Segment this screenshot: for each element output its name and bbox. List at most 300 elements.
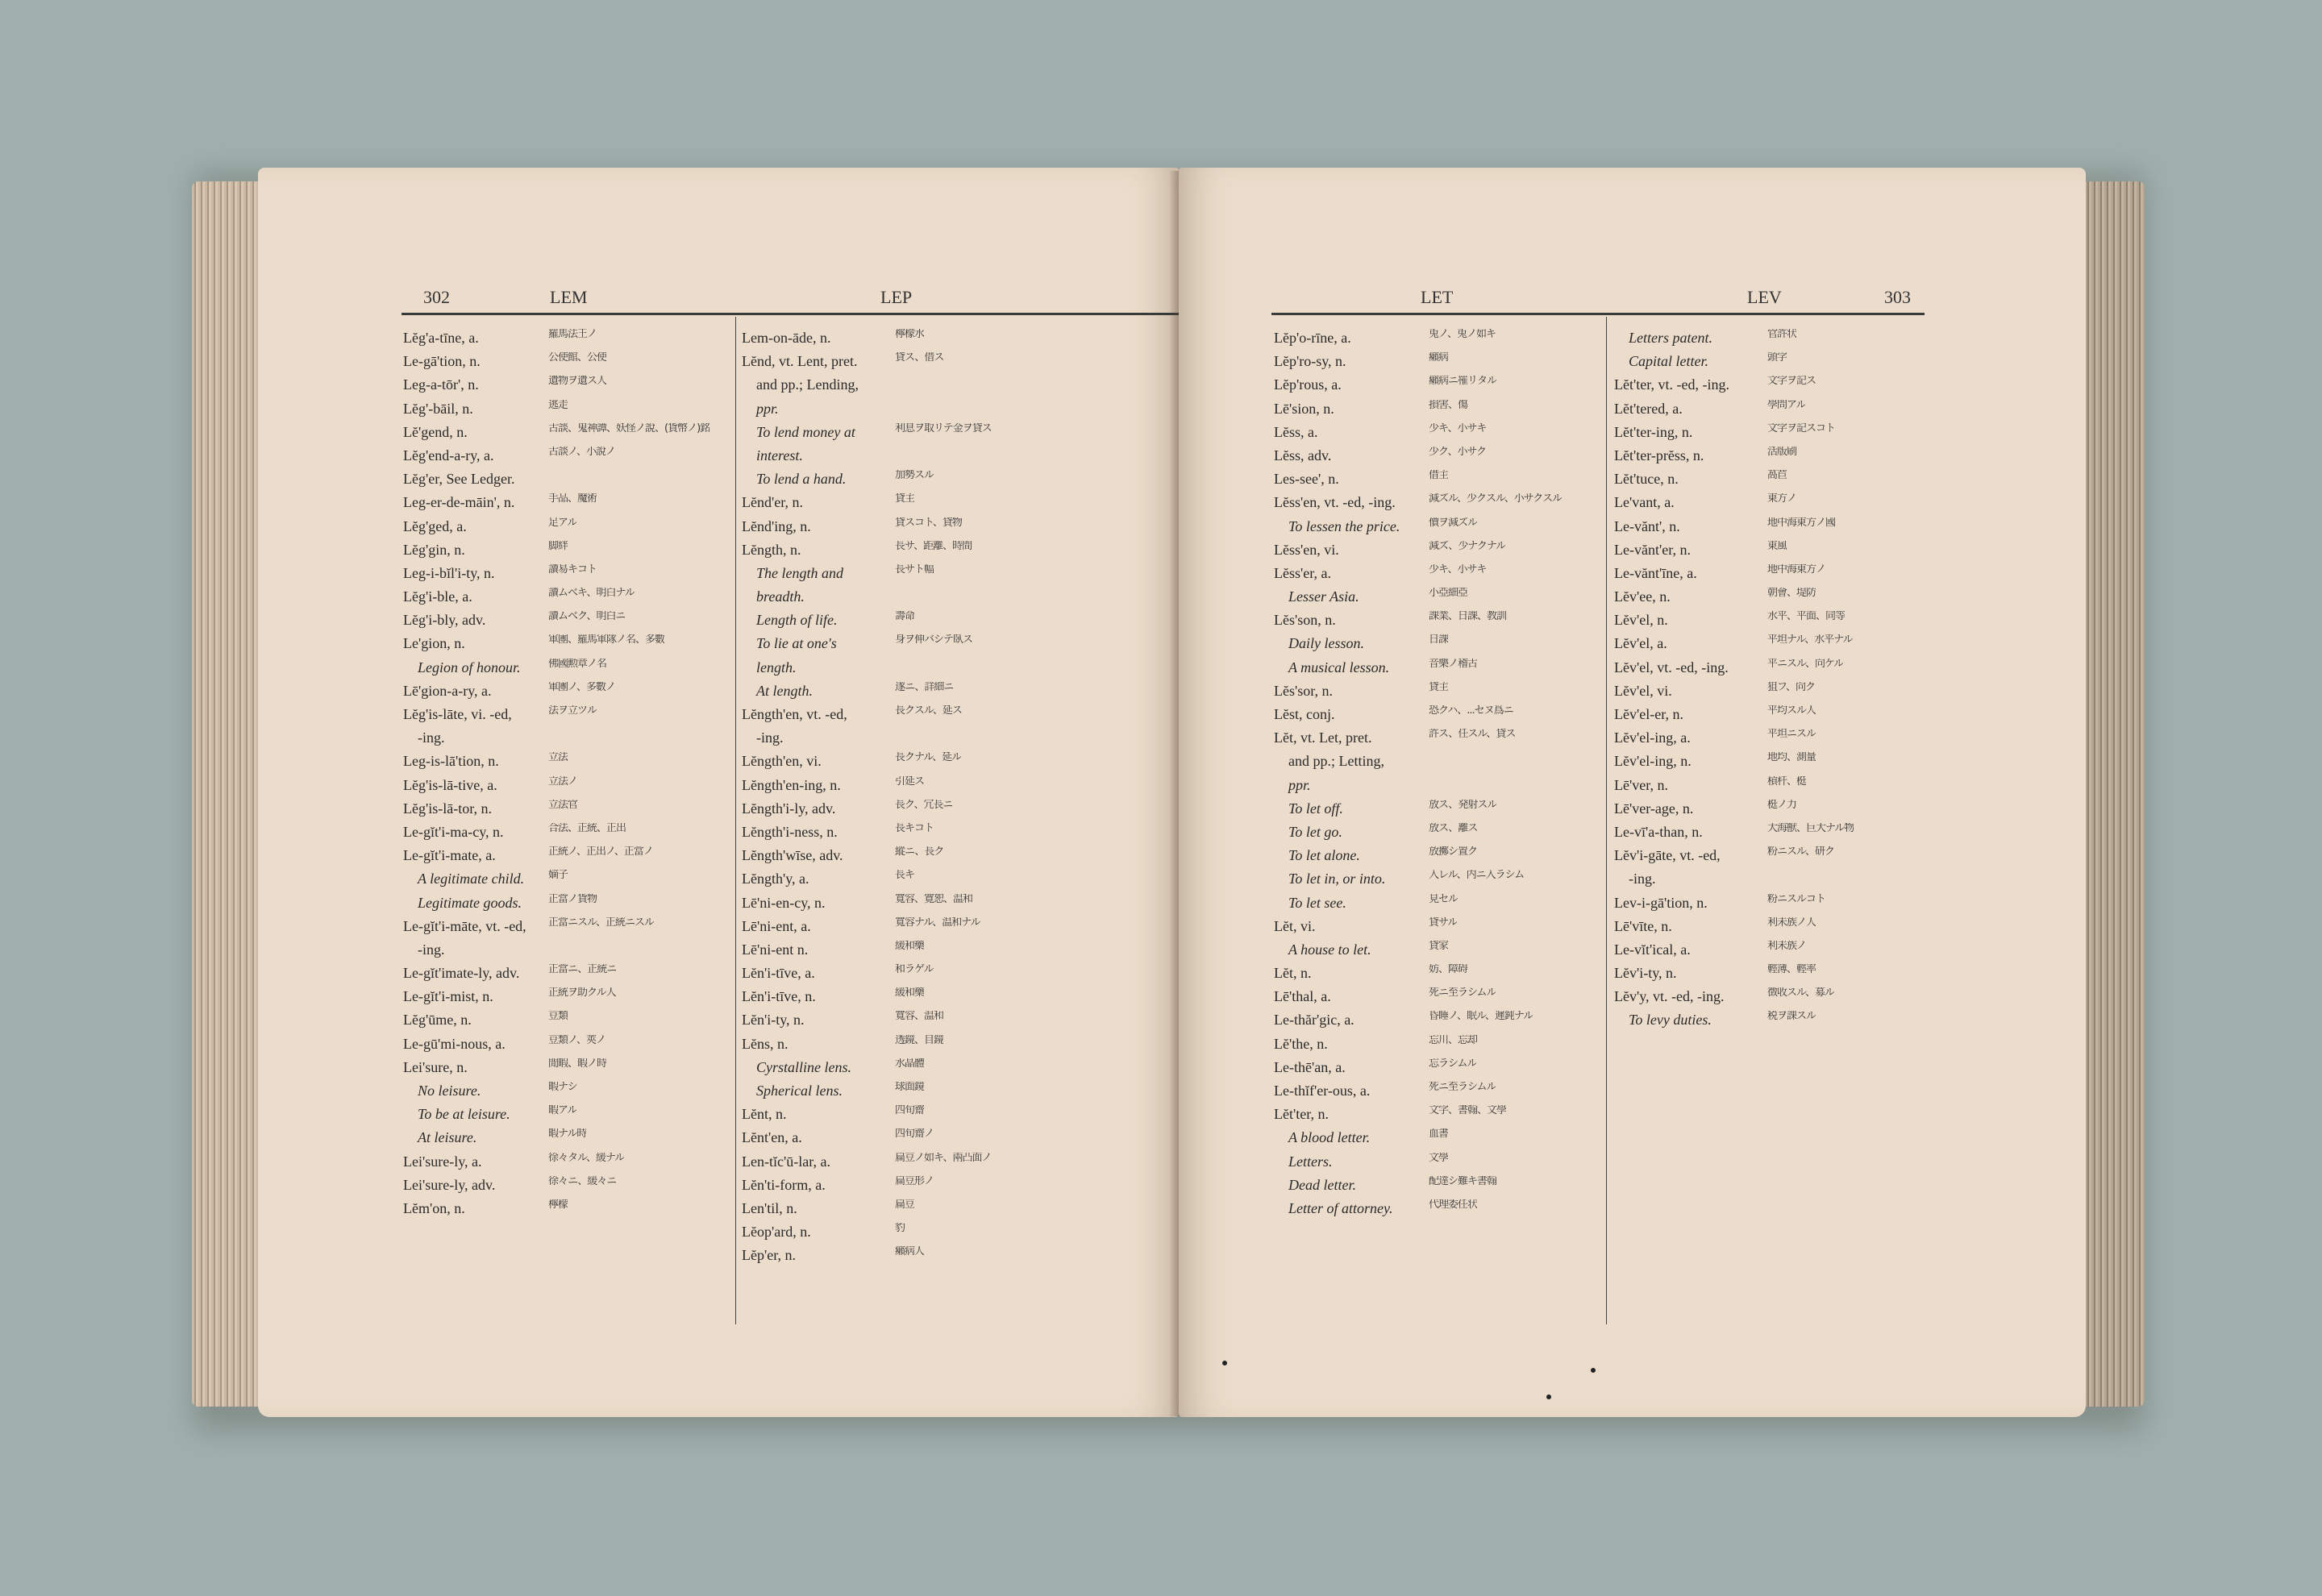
headword: Leg-er-de-māin', n. — [403, 494, 515, 511]
dictionary-entry — [1274, 659, 1600, 682]
definition: 死ニ至ラシムル — [1429, 1082, 1496, 1093]
dictionary-entry — [742, 870, 1056, 893]
definition: 四旬齋ノ — [895, 1128, 934, 1141]
definition: 緩和藥 — [895, 940, 925, 952]
headword: Lĕv'i-ty, n. — [1614, 965, 1677, 982]
headword: Lē'ni-ent, a. — [742, 917, 811, 934]
headword: Lĕnt, n. — [742, 1106, 787, 1123]
dictionary-entry — [403, 564, 730, 588]
dictionary-entry — [403, 705, 730, 729]
definition: 見セル — [1429, 893, 1459, 905]
dictionary-entry — [742, 917, 1056, 941]
dictionary-entry — [1614, 987, 1929, 1011]
headword: Le-gĭt'i-mist, n. — [403, 988, 493, 1005]
page-number-left: 302 — [423, 287, 450, 307]
definition: 正當ニ、正統ニ — [548, 964, 617, 976]
definition: 朝會、堤防 — [1767, 588, 1816, 600]
headword: Lĕg'ūme, n. — [403, 1012, 472, 1029]
dictionary-entry — [1274, 493, 1600, 517]
guide-word-right: LEV — [1747, 287, 1782, 307]
dictionary-entry — [1614, 634, 1929, 658]
definition: 兎ノ、兎ノ如キ — [1429, 329, 1496, 340]
dictionary-entry — [1614, 964, 1929, 987]
headword: Daily lesson. — [1288, 635, 1364, 652]
guide-word-left: LET — [1421, 287, 1454, 307]
dictionary-entry — [403, 776, 730, 800]
dictionary-entry — [1614, 870, 1929, 893]
headword: Lĕngth'wīse, adv. — [742, 847, 843, 864]
dictionary-entry — [1274, 447, 1600, 470]
dictionary-entry — [742, 611, 1056, 634]
definition: 軍團、羅馬軍隊ノ名、多數 — [548, 634, 665, 646]
headword: Length of life. — [756, 612, 838, 629]
definition: 利未族ノ人 — [1767, 916, 1816, 929]
definition: 貸主 — [895, 493, 915, 505]
definition: 寬容、寛恕、温和 — [895, 893, 973, 905]
headword: Lĕt'tuce, n. — [1614, 471, 1679, 488]
dictionary-entry — [1274, 470, 1600, 493]
dictionary-entry — [742, 400, 1056, 423]
definition: 長ク、冗長ニ — [895, 799, 953, 811]
headword: Lĕt'ter, vt. -ed, -ing. — [1614, 376, 1729, 393]
dictionary-entry — [1614, 1011, 1929, 1034]
definition: 平坦ニスル — [1767, 729, 1816, 741]
headword: Lĕg'is-lāte, vi. -ed, — [403, 706, 512, 722]
dictionary-entry — [742, 447, 1056, 470]
definition: 正統ヲ助クル人 — [548, 987, 616, 1000]
definition: 正統ノ、正出ノ、正當ノ — [548, 846, 653, 858]
definition: 萵苣 — [1767, 470, 1787, 482]
dictionary-entry — [1274, 776, 1600, 800]
dictionary-entry — [403, 1082, 730, 1105]
header-rule — [1271, 313, 1925, 315]
definition: 足アル — [548, 517, 577, 529]
headword: Lĕt, vi. — [1274, 917, 1316, 934]
dictionary-entry — [403, 964, 730, 987]
definition: 扁豆形ノ — [895, 1175, 934, 1187]
dictionary-entry — [1614, 400, 1929, 423]
dictionary-entry — [742, 1176, 1056, 1199]
headword: Lē'ver-age, n. — [1614, 800, 1694, 817]
dictionary-entry — [403, 588, 730, 611]
headword: Lĕngth'y, a. — [742, 871, 809, 887]
headword: Lĕngth, n. — [742, 541, 801, 558]
headword: At length. — [756, 682, 813, 699]
definition: 利息ヲ取リテ金ヲ貸ス — [895, 422, 992, 434]
dictionary-entry — [1614, 752, 1929, 775]
headword: Lĕp'o-rīne, a. — [1274, 330, 1351, 346]
definition: 暇ナル時 — [548, 1128, 587, 1141]
dictionary-entry — [1274, 1058, 1600, 1082]
definition: 立法ノ — [548, 775, 578, 788]
dictionary-entry — [742, 659, 1056, 682]
definition: 古談、鬼神譚、妖怪ノ說、(貨幣ノ)銘 — [548, 422, 710, 434]
headword: Dead letter. — [1288, 1176, 1356, 1193]
headword: A musical lesson. — [1288, 659, 1390, 675]
headword: ppr. — [1288, 776, 1311, 793]
headword: Cyrstalline lens. — [756, 1058, 851, 1075]
definition: 豆類 — [548, 1011, 568, 1023]
headword: -ing. — [418, 941, 445, 958]
definition: 妨、障碍 — [1429, 964, 1468, 976]
definition: 暇アル — [548, 1105, 577, 1117]
guide-word-left: LEM — [550, 287, 588, 307]
headword: Le-vănt', n. — [1614, 517, 1680, 534]
definition: 逃走 — [548, 399, 568, 411]
definition: 輕薄、輕率 — [1767, 964, 1816, 976]
dictionary-entry — [1274, 1011, 1600, 1034]
page-edges-right — [2079, 181, 2145, 1407]
dictionary-entry — [403, 1128, 730, 1152]
headword: Lĕnt'en, a. — [742, 1129, 802, 1146]
dictionary-entry — [1614, 917, 1929, 941]
dictionary-entry — [1614, 941, 1929, 964]
dictionary-entry — [1274, 705, 1600, 729]
definition: 貸家 — [1429, 940, 1449, 952]
headword: Letter of attorney. — [1288, 1199, 1393, 1216]
definition: 地中海東方ノ — [1767, 563, 1826, 576]
headword: To let in, or into. — [1288, 871, 1386, 887]
dictionary-entry — [403, 1153, 730, 1176]
definition: 忘ラシムル — [1429, 1058, 1477, 1070]
definition: 粉ニスルコト — [1767, 893, 1826, 905]
definition: 暇ナシ — [548, 1082, 577, 1093]
headword: Lĕnd, vt. Lent, pret. — [742, 353, 858, 370]
definition: 地中海東方ノ國 — [1767, 517, 1836, 529]
dictionary-entry — [1274, 917, 1600, 941]
definition: 放ス、離ス — [1429, 822, 1478, 834]
headword: Lĕt, vt. Let, pret. — [1274, 729, 1372, 746]
definition: 配達シ難キ書翰 — [1429, 1175, 1497, 1187]
dictionary-entry — [1274, 376, 1600, 399]
headword: Lĕngth'en, vi. — [742, 753, 822, 770]
headword: Lesser Asia. — [1288, 588, 1359, 605]
dictionary-entry — [403, 611, 730, 634]
definition: 忘川、忘却 — [1429, 1034, 1478, 1046]
dictionary-entry — [1614, 800, 1929, 823]
headword: To lend a hand. — [756, 471, 847, 488]
dictionary-entry — [403, 1011, 730, 1034]
dictionary-entry — [1614, 659, 1929, 682]
dictionary-entry — [742, 493, 1056, 517]
right-column-2 — [1614, 329, 1929, 1035]
headword: Lĕg'-bāil, n. — [403, 400, 473, 417]
dictionary-entry — [742, 1153, 1056, 1176]
definition: 徐々ニ、緩々ニ — [548, 1175, 617, 1187]
definition: 癩病ニ罹リタル — [1429, 376, 1497, 388]
dictionary-entry — [403, 329, 730, 352]
headword: Lĕt'tered, a. — [1614, 400, 1683, 417]
dictionary-entry — [742, 941, 1056, 964]
definition: 利未族ノ — [1767, 940, 1807, 952]
headword: Lĕg'is-lā-tive, a. — [403, 776, 497, 793]
headword: Lĕm'on, n. — [403, 1199, 465, 1216]
definition: 平坦ナル、水平ナル — [1767, 634, 1853, 646]
dictionary-entry — [1274, 611, 1600, 634]
definition: 寬容、温和 — [895, 1011, 944, 1023]
headword: A blood letter. — [1288, 1129, 1371, 1146]
definition: 遂ニ、詳細ニ — [895, 681, 954, 693]
headword: Le-thĭf'er-ous, a. — [1274, 1083, 1371, 1099]
definition: 少キ、小サキ — [1429, 422, 1487, 434]
headword: Lĕn'i-tīve, n. — [742, 988, 816, 1005]
headword: Len-tĭc'ū-lar, a. — [742, 1153, 830, 1170]
definition: 平ニスル、向ケル — [1767, 658, 1844, 670]
definition: 引延ス — [895, 775, 925, 788]
definition: 身ヲ伸バシテ臥ス — [895, 634, 973, 646]
definition: 小亞細亞 — [1429, 588, 1468, 600]
definition: 讀易キコト — [548, 563, 597, 576]
dictionary-entry — [403, 470, 730, 493]
dictionary-entry — [742, 964, 1056, 987]
headword: To lessen the price. — [1288, 517, 1400, 534]
definition: 立法 — [548, 752, 568, 764]
headword: -ing. — [1629, 871, 1656, 887]
definition: 徴收スル、募ル — [1767, 987, 1834, 1000]
speck — [1546, 1394, 1551, 1399]
dictionary-entry — [742, 1011, 1056, 1034]
dictionary-entry — [742, 517, 1056, 541]
headword: Lē'thal, a. — [1274, 988, 1331, 1005]
dictionary-entry — [403, 517, 730, 541]
dictionary-entry — [1274, 564, 1600, 588]
dictionary-entry — [1274, 964, 1600, 987]
headword: Lĕg'i-ble, a. — [403, 588, 472, 605]
dictionary-entry — [403, 423, 730, 447]
dictionary-entry — [742, 823, 1056, 846]
headword: Lĕv'i-gāte, vt. -ed, — [1614, 847, 1721, 864]
headword: To let alone. — [1288, 847, 1360, 864]
definition: 貸主 — [1429, 681, 1449, 693]
definition: 東方ノ — [1767, 493, 1797, 505]
definition: 閒暇、暇ノ時 — [548, 1058, 607, 1070]
dictionary-entry — [1614, 776, 1929, 800]
headword: Lĕst, conj. — [1274, 706, 1335, 722]
headword: -ing. — [418, 729, 445, 746]
definition: 長クナル、延ル — [895, 752, 962, 764]
headword: Lei'sure, n. — [403, 1058, 468, 1075]
dictionary-entry — [1614, 894, 1929, 917]
headword: Le-gū'mi-nous, a. — [403, 1035, 506, 1052]
headword: To levy duties. — [1629, 1012, 1712, 1029]
definition: 文字ヲ記ス — [1767, 376, 1816, 388]
headword: Lĕn'i-tīve, a. — [742, 965, 815, 982]
dictionary-entry — [742, 1082, 1056, 1105]
dictionary-entry — [1274, 541, 1600, 564]
definition: 貸ス、借ス — [895, 352, 944, 364]
definition: 癩病 — [1429, 352, 1449, 364]
dictionary-entry — [1274, 823, 1600, 846]
headword: and pp.; Letting, — [1288, 753, 1384, 770]
dictionary-entry — [1274, 987, 1600, 1011]
headword: Lĕ'gend, n. — [403, 423, 468, 440]
headword: Lĕss, a. — [1274, 423, 1318, 440]
headword: A legitimate child. — [418, 871, 525, 887]
left-column-2 — [742, 329, 1056, 1270]
left-column-1 — [403, 329, 730, 1223]
definition: 緩和藥 — [895, 987, 925, 1000]
dictionary-entry — [1274, 846, 1600, 870]
dictionary-entry — [1274, 1035, 1600, 1058]
headword: Lĕv'el-ing, a. — [1614, 729, 1691, 746]
definition: 加勢スル — [895, 470, 934, 482]
headword: Lĕg'ged, a. — [403, 517, 467, 534]
dictionary-entry — [742, 1128, 1056, 1152]
headword: Lĕg'gin, n. — [403, 541, 465, 558]
definition: 羅馬法王ノ — [548, 329, 597, 340]
dictionary-entry — [1274, 517, 1600, 541]
definition: 長サト幅 — [895, 563, 934, 576]
headword: To let off. — [1288, 800, 1343, 817]
headword: Lĕngth'i-ly, adv. — [742, 800, 836, 817]
headword: Lĕs'sor, n. — [1274, 682, 1334, 699]
headword: Lĕg'i-bly, adv. — [403, 612, 486, 629]
headword: Lĕ'the, n. — [1274, 1035, 1328, 1052]
definition: 脚絆 — [548, 540, 568, 552]
dictionary-entry — [1614, 352, 1929, 376]
dictionary-entry — [403, 846, 730, 870]
dictionary-entry — [742, 1105, 1056, 1128]
headword: Lĕv'el-ing, n. — [1614, 753, 1692, 770]
headword: Leg-is-lā'tion, n. — [403, 753, 499, 770]
dictionary-entry — [742, 329, 1056, 352]
definition: 東風 — [1767, 540, 1787, 552]
dictionary-entry — [403, 1105, 730, 1128]
headword: Letters patent. — [1629, 330, 1712, 346]
headword: Lĕngth'en-ing, n. — [742, 776, 841, 793]
definition: 豆類ノ、莢ノ — [548, 1034, 605, 1046]
headword: Le-gĭt'imate-ly, adv. — [403, 965, 520, 982]
definition: 學問アル — [1767, 399, 1806, 411]
dictionary-entry — [742, 564, 1056, 588]
headword: Lĕt'ter, n. — [1274, 1106, 1329, 1123]
headword: Lĕngth'i-ness, n. — [742, 823, 838, 840]
headword: Le-gĭt'i-ma-cy, n. — [403, 823, 504, 840]
headword: length. — [756, 659, 797, 675]
dictionary-entry — [1274, 352, 1600, 376]
dictionary-entry — [1274, 800, 1600, 823]
dictionary-entry — [403, 682, 730, 705]
right-column-1 — [1274, 329, 1600, 1223]
headword: Capital letter. — [1629, 353, 1708, 370]
definition: 許ス、任スル、貸ス — [1429, 729, 1516, 741]
dictionary-entry — [403, 894, 730, 917]
definition: 徐々タル、緩ナル — [548, 1152, 625, 1164]
dictionary-entry — [742, 1035, 1056, 1058]
dictionary-entry — [403, 1176, 730, 1199]
dictionary-entry — [403, 800, 730, 823]
headword: To lend money at — [756, 423, 855, 440]
dictionary-entry — [742, 1246, 1056, 1270]
dictionary-entry — [1274, 400, 1600, 423]
headword: Lĕss'en, vt. -ed, -ing. — [1274, 494, 1396, 511]
definition: 正當ノ貨物 — [548, 893, 597, 905]
headword: Lē'sion, n. — [1274, 400, 1334, 417]
dictionary-entry — [1274, 588, 1600, 611]
definition: 扁豆ノ如キ、兩凸面ノ — [895, 1152, 992, 1164]
definition: 長クスル、延ス — [895, 705, 962, 717]
definition: 文字ヲ記スコト — [1767, 422, 1836, 434]
definition: 立法官 — [548, 799, 578, 811]
headword: To let go. — [1288, 823, 1342, 840]
headword: At leisure. — [418, 1129, 477, 1146]
definition: 合法、正統、正出 — [548, 822, 626, 834]
dictionary-entry — [1274, 1176, 1600, 1199]
definition: 減ズ、少ナクナル — [1429, 540, 1506, 552]
definition: 昏睡ノ、眠ル、遲鈍ナル — [1429, 1011, 1533, 1023]
headword: Lĕt'ter-ing, n. — [1614, 423, 1693, 440]
definition: 借主 — [1429, 470, 1449, 482]
definition: 代理委任状 — [1429, 1199, 1478, 1211]
dictionary-entry — [403, 634, 730, 658]
headword: Lē'ni-ent n. — [742, 941, 809, 958]
definition: 放擲シ置ク — [1429, 846, 1478, 858]
definition: 扁豆 — [895, 1199, 915, 1211]
definition: 狙フ、向ク — [1767, 681, 1815, 693]
headword: -ing. — [756, 729, 784, 746]
headword: Lĕt'ter-prĕss, n. — [1614, 447, 1704, 463]
headword: Lĕg'is-lā-tor, n. — [403, 800, 492, 817]
column-separator — [1606, 317, 1607, 1324]
dictionary-entry — [1274, 729, 1600, 752]
headword: Leg-a-tōr', n. — [403, 376, 479, 393]
definition: 粉ニスル、研ク — [1767, 846, 1834, 858]
headword: Lē'ni-en-cy, n. — [742, 894, 826, 911]
speck — [1591, 1368, 1596, 1373]
headword: A house to let. — [1288, 941, 1371, 958]
definition: 正當ニスル、正統ニスル — [548, 916, 654, 929]
headword: Lē'ver, n. — [1614, 776, 1668, 793]
headword: Le-gĭt'i-māte, vt. -ed, — [403, 917, 526, 934]
dictionary-entry — [403, 941, 730, 964]
dictionary-entry — [742, 1223, 1056, 1246]
headword: Lĕv'ee, n. — [1614, 588, 1671, 605]
headword: To be at leisure. — [418, 1106, 510, 1123]
headword: Lĕv'el, n. — [1614, 612, 1668, 629]
headword: Lĕns, n. — [742, 1035, 789, 1052]
headword: Lĕv'el, vi. — [1614, 682, 1672, 699]
definition: 佛國勲章ノ名 — [548, 658, 607, 670]
dictionary-entry — [742, 588, 1056, 611]
definition: 放ス、発射スル — [1429, 799, 1497, 811]
dictionary-entry — [403, 1199, 730, 1223]
dictionary-entry — [1614, 611, 1929, 634]
dictionary-entry — [1274, 1199, 1600, 1223]
dictionary-entry — [742, 729, 1056, 752]
headword: Le'gion, n. — [403, 635, 465, 652]
definition: 頭字 — [1767, 352, 1787, 364]
headword: Le-vī'a-than, n. — [1614, 823, 1703, 840]
definition: 課業、日課、教訓 — [1429, 611, 1507, 623]
header-rule — [402, 313, 1179, 315]
definition: 法ヲ立ツル — [548, 705, 597, 717]
dictionary-entry — [1614, 423, 1929, 447]
headword: interest. — [756, 447, 803, 463]
headword: Lĕv'el, vt. -ed, -ing. — [1614, 659, 1729, 675]
dictionary-entry — [1614, 729, 1929, 752]
definition: 槓杆、梃 — [1767, 775, 1807, 788]
dictionary-entry — [1614, 493, 1929, 517]
headword: Lĕn'i-ty, n. — [742, 1012, 805, 1029]
definition: 和ラゲル — [895, 964, 934, 976]
dictionary-entry — [742, 470, 1056, 493]
definition: 讀ムベク、明白ニ — [548, 611, 626, 623]
dictionary-entry — [1274, 1128, 1600, 1152]
headword: Le-thē'an, a. — [1274, 1058, 1346, 1075]
headword: Lĕp'rous, a. — [1274, 376, 1342, 393]
dictionary-entry — [1614, 564, 1929, 588]
definition: 公使館、公使 — [548, 352, 607, 364]
